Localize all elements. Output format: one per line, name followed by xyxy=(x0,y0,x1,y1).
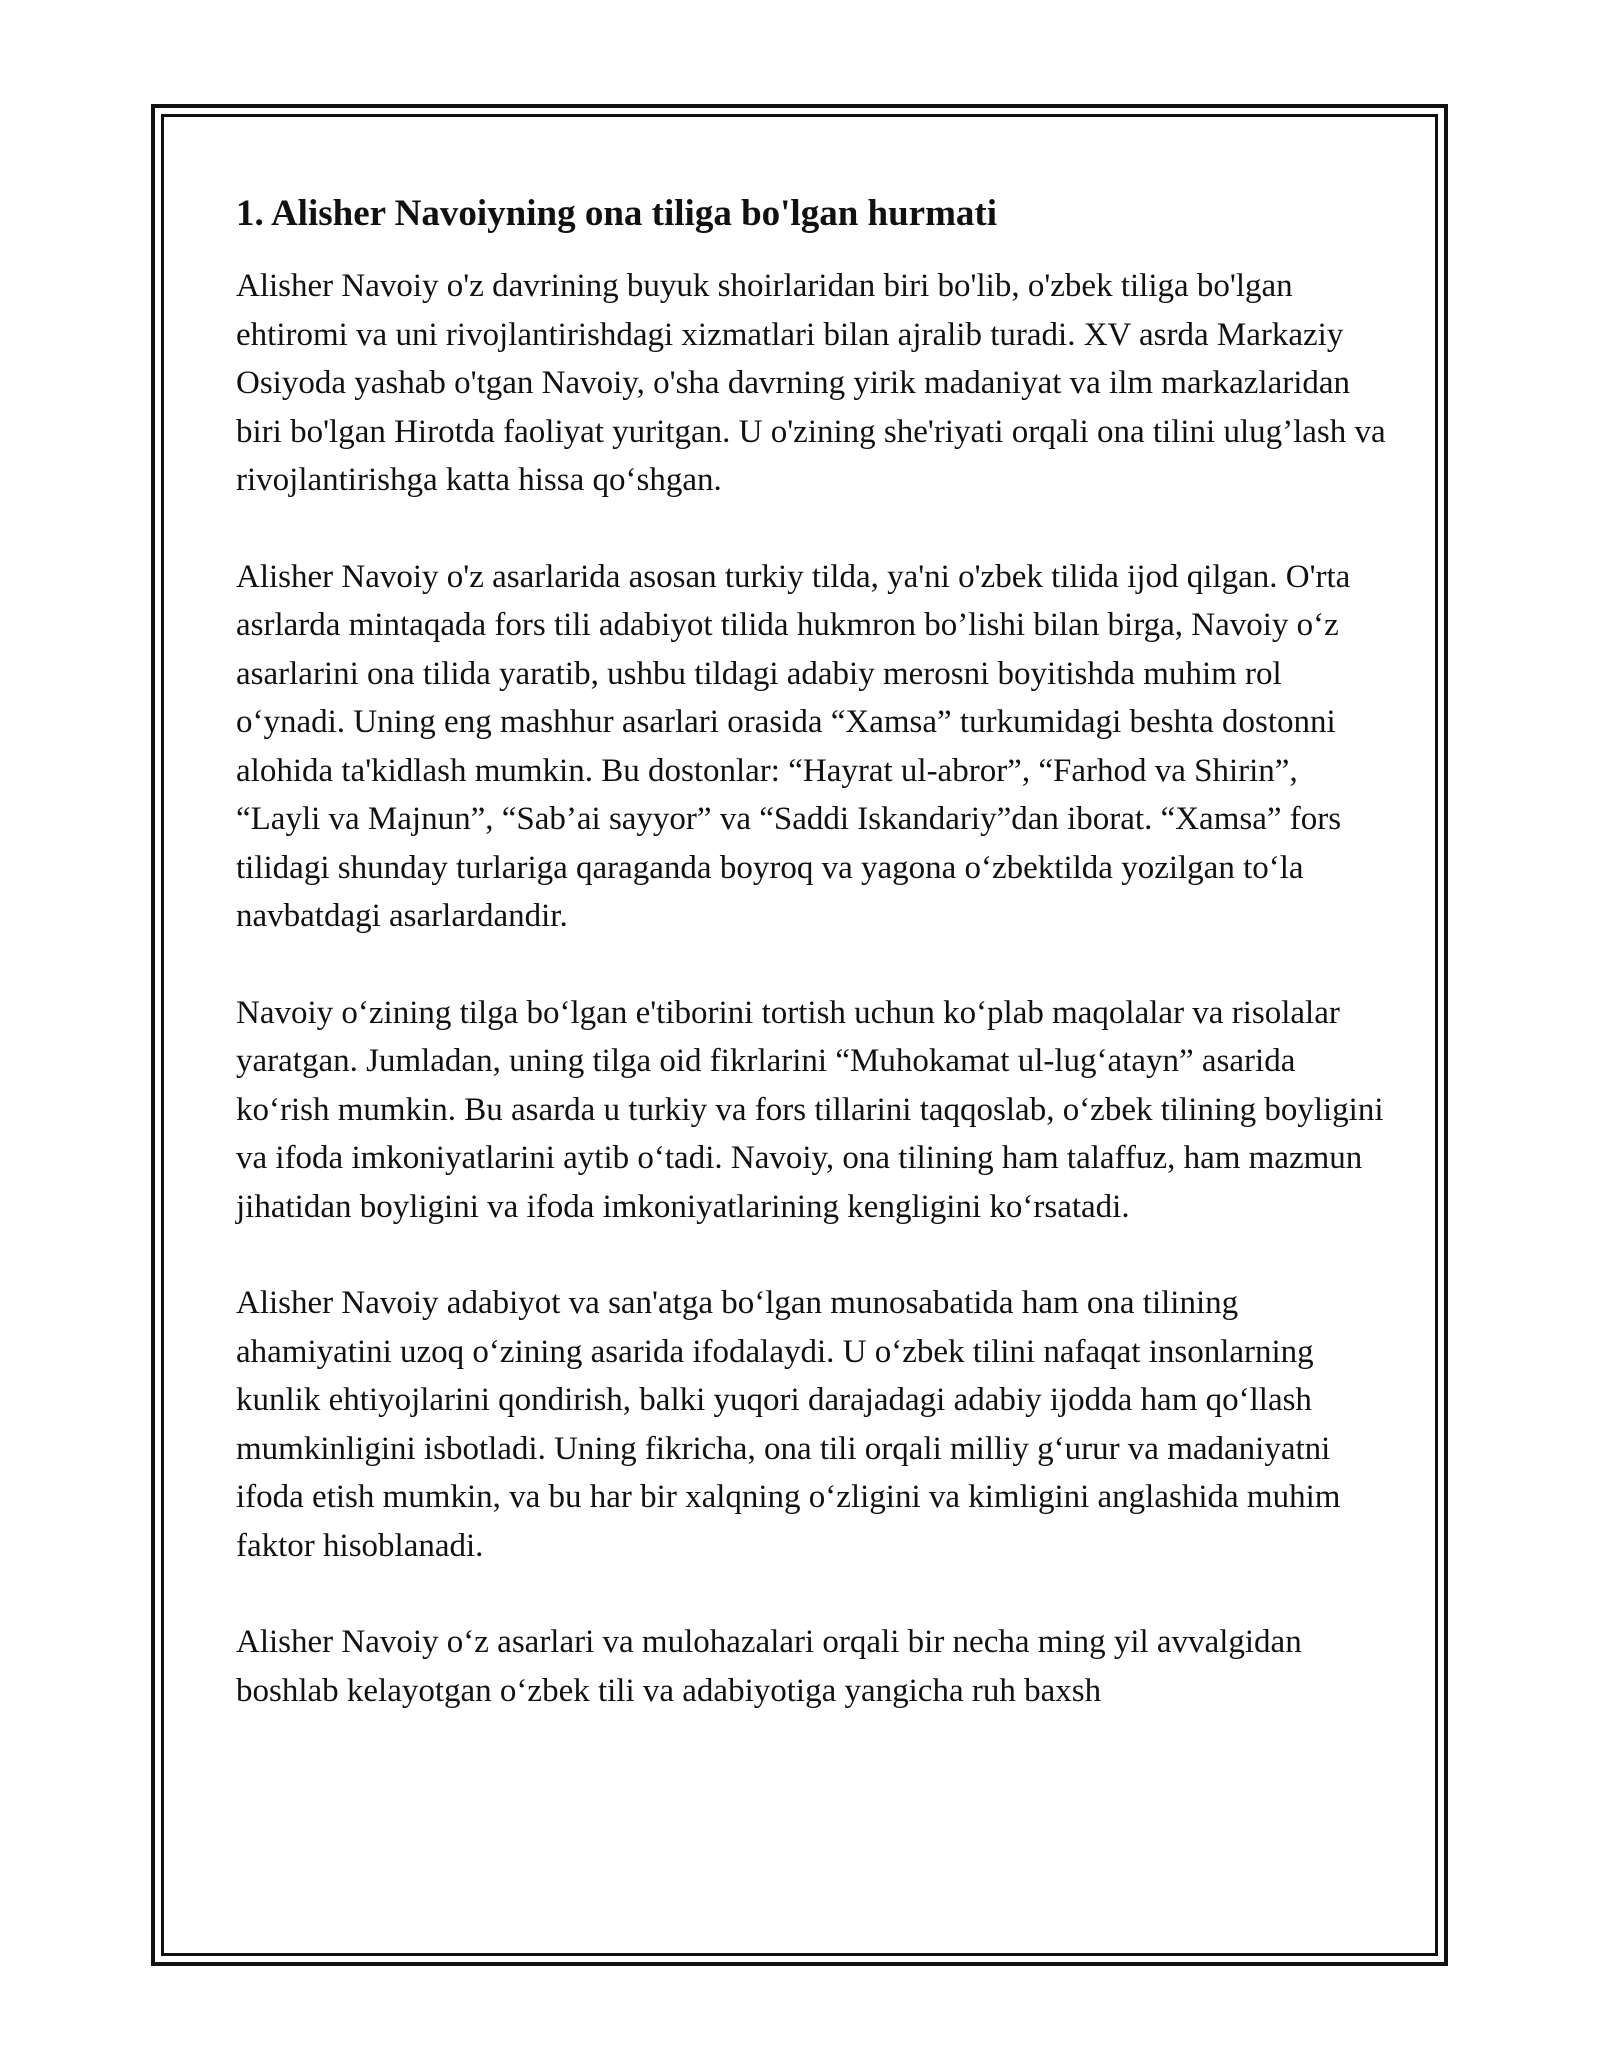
paragraph-5: Alisher Navoiy o‘z asarlari va mulohazalari orqali bir necha ming yil avvalgidan boshlab kelayotgan o‘zbek tili va adabiyotiga yangicha ruh baxsh xyxy=(236,1624,1302,1709)
paragraph-4: Alisher Navoiy adabiyot va san'atga bo‘lgan munosabatida ham ona tilining ahamiyatini uzoq o‘zining asarida ifodalaydi. U o‘zbek tilini nafaqat insonlarning kunlik ehtiyojlarini qondirish, balki yuqori darajadagi adabiy ijodda ham qo‘llash mumkinligini isbotladi. Uning fikricha, ona tili orqali milliy g‘urur va madaniyatni ifoda etish mumkin, va bu har bir xalqning o‘zligini va kimligini anglashida muhim faktor hisoblanadi. xyxy=(236,1285,1341,1564)
paragraph-2: Alisher Navoiy o'z asarlarida asosan turkiy tilda, ya'ni o'zbek tilida ijod qilgan. O'rta asrlarda mintaqada fors tili adabiyot tilida hukmron bo’lishi bilan birga, Navoiy o‘z asarlarini ona tilida yaratib, ushbu tildagi adabiy merosni boyitishda muhim rol o‘ynadi. Uning eng mashhur asarlari orasida “Xamsa” turkumidagi beshta dostonni alohida ta'kidlash mumkin. Bu dostonlar: “Hayrat ul-abror”, “Farhod va Shirin”, “Layli va Majnun”, “Sab’ai sayyor” va “Saddi Iskandariy”dan iborat. “Xamsa” fors tilidagi shunday turlariga qaraganda boyroq va yagona o‘zbektilda yozilgan to‘la navbatdagi asarlardandir. xyxy=(236,558,1351,934)
document-body xyxy=(236,190,1386,1715)
section-heading: 1. Alisher Navoiyning ona tiliga bo'lgan hurmati xyxy=(236,193,998,234)
paragraph-1: Alisher Navoiy o'z davrining buyuk shoirlaridan biri bo'lib, o'zbek tiliga bo'lgan ehtiromi va uni rivojlantirishdagi xizmatlari bilan ajralib turadi. XV asrda Markaziy Osiyoda yashab o'tgan Navoiy, o'sha davrning yirik madaniyat va ilm markazlaridan biri bo'lgan Hirotda faoliyat yuritgan. U o'zining she'riyati orqali ona tilini ulug’lash va rivojlantirishga katta hissa qo‘shgan. xyxy=(236,268,1386,498)
paragraph-3: Navoiy o‘zining tilga bo‘lgan e'tiborini tortish uchun ko‘plab maqolalar va risolalar yaratgan. Jumladan, uning tilga oid fikrlarini “Muhokamat ul-lug‘atayn” asarida ko‘rish mumkin. Bu asarda u turkiy va fors tillarini taqqoslab, o‘zbek tilining boyligini va ifoda imkoniyatlarini aytib o‘tadi. Navoiy, ona tilining ham talaffuz, ham mazmun jihatidan boyligini va ifoda imkoniyatlarining kengligini ko‘rsatadi. xyxy=(236,994,1384,1225)
